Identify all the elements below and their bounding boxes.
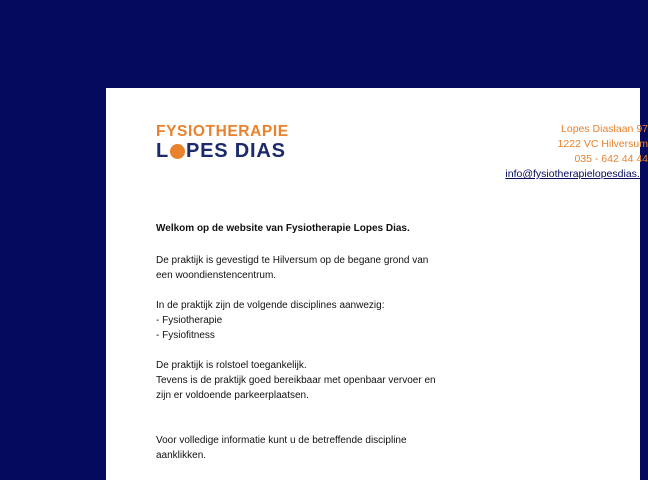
accessibility-paragraph <box>156 358 446 403</box>
transport-line: Tevens is de praktijk goed bereikbaar met openbaar vervoer en zijn er voldoende parkeerplaatsen. <box>156 375 436 401</box>
discipline-item: - Fysiofitness <box>156 330 215 341</box>
logo-circle-icon <box>170 144 185 159</box>
site-logo[interactable] <box>156 124 306 162</box>
accessibility-line: De praktijk is rolstoel toegankelijk. <box>156 360 307 371</box>
welcome-content <box>156 221 446 478</box>
logo-text-l: L <box>156 140 170 162</box>
logo-text-top: FYSIOTHERAPIE <box>156 123 289 140</box>
disciplines-paragraph <box>156 298 446 343</box>
discipline-item: - Fysiotherapie <box>156 315 223 326</box>
contact-city: 1222 VC Hilversum <box>557 138 648 150</box>
contact-info <box>505 122 648 182</box>
welcome-title: Welkom op de website van Fysiotherapie Lopes Dias. <box>156 223 410 234</box>
contact-phone: 035 - 642 44 44 <box>574 153 648 165</box>
contact-street: Lopes Diaslaan 97 <box>561 123 648 135</box>
logo-text-bottom <box>156 140 306 162</box>
logo-text-rest: PES DIAS <box>186 140 286 162</box>
disciplines-intro: In de praktijk zijn de volgende disciplines aanwezig: <box>156 300 385 311</box>
contact-email-link[interactable]: info@fysiotherapielopesdias.nl <box>505 168 648 180</box>
location-paragraph: De praktijk is gevestigd te Hilversum op de begane grond van een woondienstencentrum. <box>156 255 429 281</box>
info-paragraph: Voor volledige informatie kunt u de betreffende discipline aanklikken. <box>156 435 407 461</box>
main-panel <box>106 88 648 480</box>
